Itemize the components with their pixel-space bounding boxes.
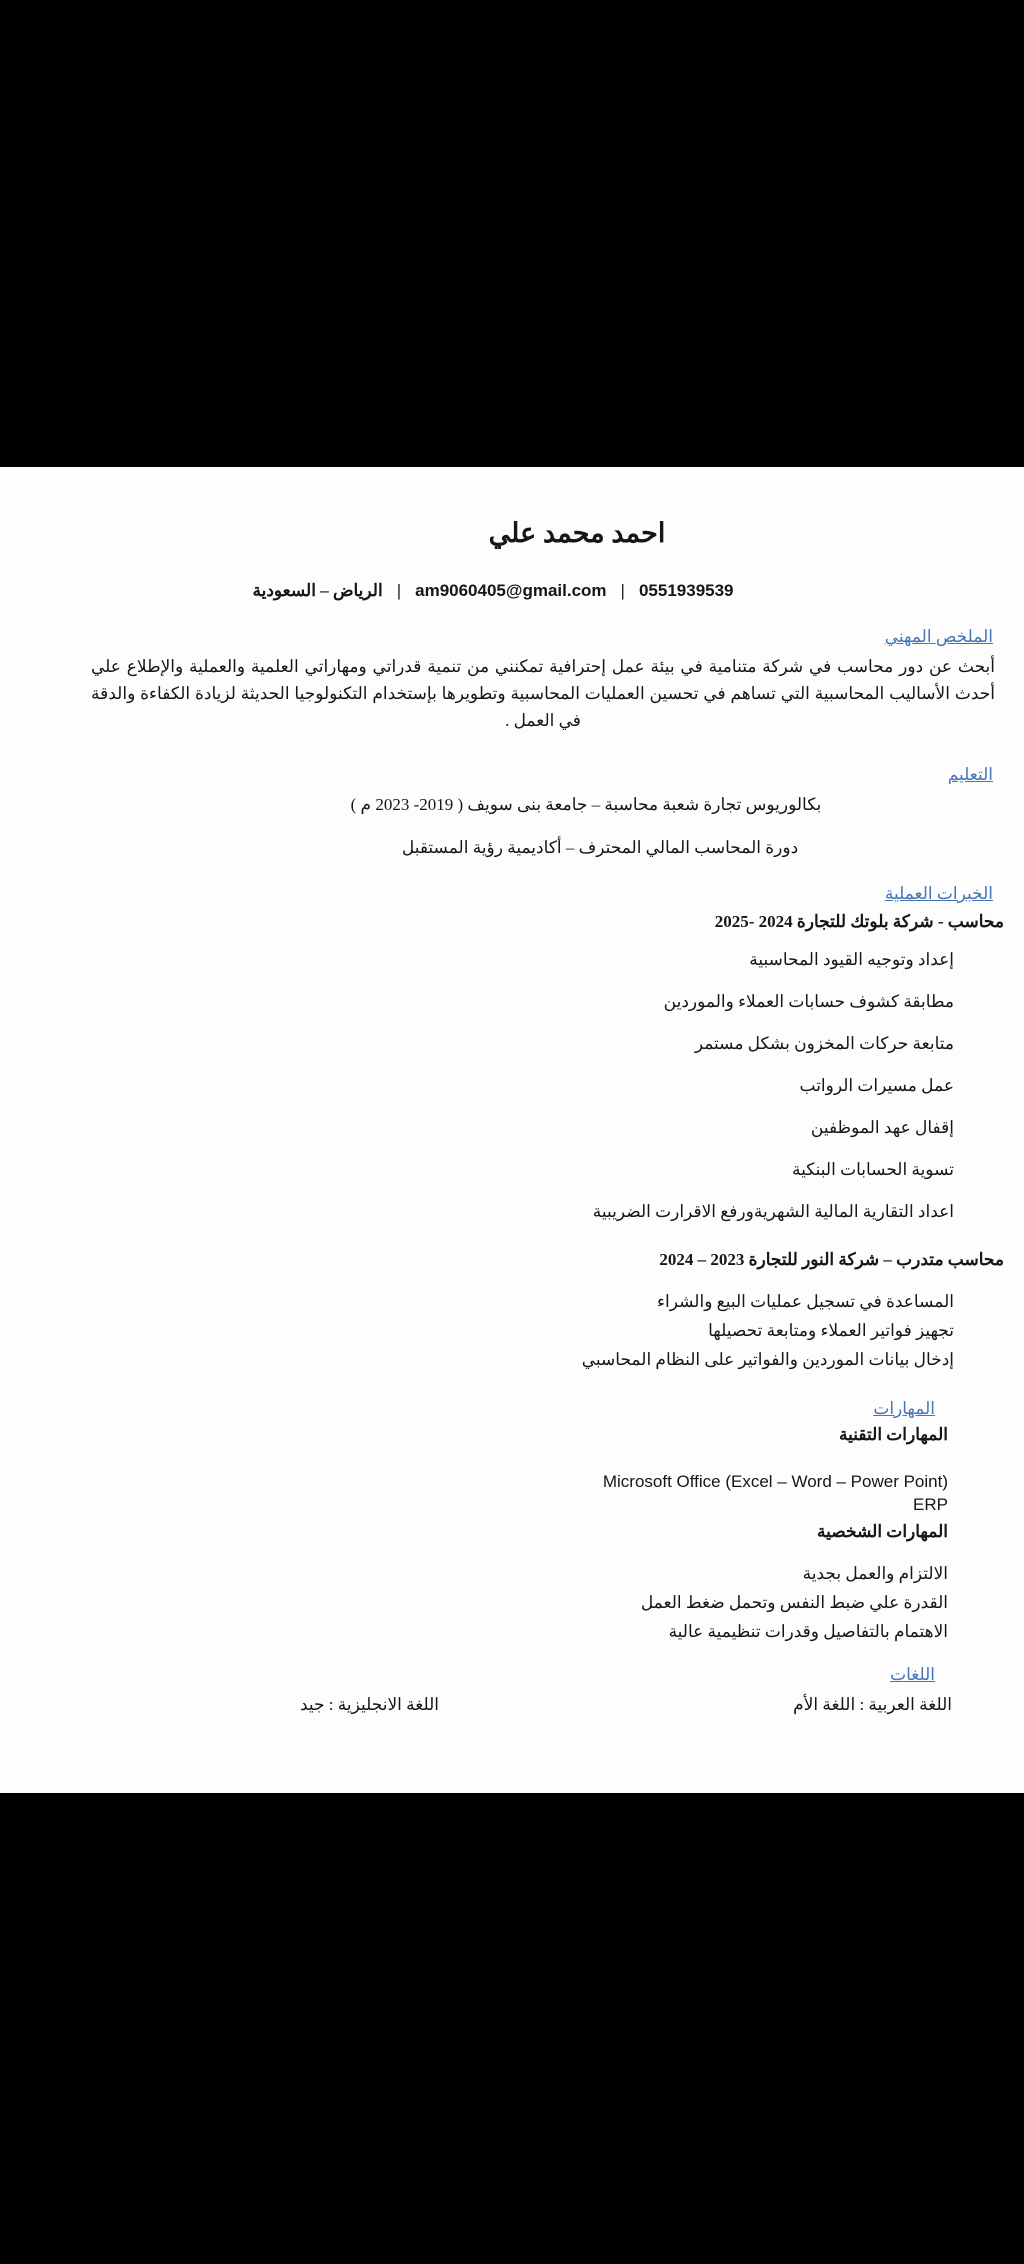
contact-location: الرياض – السعودية xyxy=(252,581,383,600)
personal-skills-label: المهارات الشخصية xyxy=(817,1522,948,1541)
job-bullet: تسوية الحسابات البنكية xyxy=(792,1160,954,1179)
contact-phone: 0551939539 xyxy=(638,581,734,600)
contact-line xyxy=(0,579,1024,603)
languages-line xyxy=(300,1693,952,1717)
personal-skill-item: الاهتمام بالتفاصيل وقدرات تنظيمية عالية xyxy=(668,1622,948,1641)
job-bullet: تجهيز فواتير العملاء ومتابعة تحصيلها xyxy=(708,1321,954,1340)
technical-skills-label: المهارات التقنية xyxy=(839,1425,948,1444)
section-heading-skills: المهارات xyxy=(873,1399,935,1418)
language-arabic: اللغة العربية : اللغة الأم xyxy=(793,1695,952,1714)
section-heading-experience: الخبرات العملية xyxy=(884,884,993,903)
job-title: محاسب - شركة بلوتك للتجارة 2024 -2025 xyxy=(714,912,1004,931)
language-english: اللغة الانجليزية : جيد xyxy=(300,1695,439,1714)
resume-document-page xyxy=(0,467,1024,1793)
job-bullet: إعداد وتوجيه القيود المحاسبية xyxy=(749,950,954,969)
technical-skill-item: Microsoft Office (Excel – Word – Power Point) xyxy=(602,1472,948,1491)
job-bullet: المساعدة في تسجيل عمليات البيع والشراء xyxy=(657,1292,954,1311)
contact-email: am9060405@gmail.com xyxy=(415,581,607,600)
technical-skill-item: ERP xyxy=(913,1495,948,1514)
contact-separator: | xyxy=(620,581,625,600)
summary-text: أبحث عن دور محاسب في شركة متنامية في بيئة عمل إحترافية تمكنني من تنمية قدراتي ومهاراتي العلمية والعملية والإطلاع علي أحدث الأساليب المحاسبية التي تساهم في تحسين العمليات المحاسبية وتطويرها بإستخدام التكنولوجيا الحديثة لزيادة الكفاءة والدقة في العمل . xyxy=(91,657,995,730)
section-heading-languages: اللغات xyxy=(890,1665,935,1684)
personal-skill-item: القدرة علي ضبط النفس وتحمل ضغط العمل xyxy=(640,1593,948,1612)
job-bullet: مطابقة كشوف حسابات العملاء والموردين xyxy=(663,992,954,1011)
education-item: بكالوريوس تجارة شعبة محاسبة – جامعة بنى سويف ( 2019- 2023 م ) xyxy=(350,795,822,814)
education-item: دورة المحاسب المالي المحترف – أكاديمية رؤية المستقبل xyxy=(401,838,799,857)
job-bullet: اعداد التقارية المالية الشهريةورفع الاقرارت الضريبية xyxy=(592,1202,954,1221)
contact-separator: | xyxy=(396,581,402,600)
job-bullet: متابعة حركات المخزون بشكل مستمر xyxy=(694,1034,954,1053)
personal-skill-item: الالتزام والعمل بجدية xyxy=(802,1564,948,1583)
job-title: محاسب متدرب – شركة النور للتجارة 2023 – 2024 xyxy=(659,1250,1004,1269)
section-heading-education: التعليم xyxy=(947,765,993,784)
job-bullet: عمل مسيرات الرواتب xyxy=(799,1076,954,1095)
section-heading-summary: الملخص المهني xyxy=(884,627,993,646)
job-bullet: إدخال بيانات الموردين والفواتير على النظام المحاسبي xyxy=(581,1350,954,1369)
job-bullet: إقفال عهد الموظفين xyxy=(810,1118,954,1137)
candidate-name: احمد محمد علي xyxy=(488,518,666,548)
